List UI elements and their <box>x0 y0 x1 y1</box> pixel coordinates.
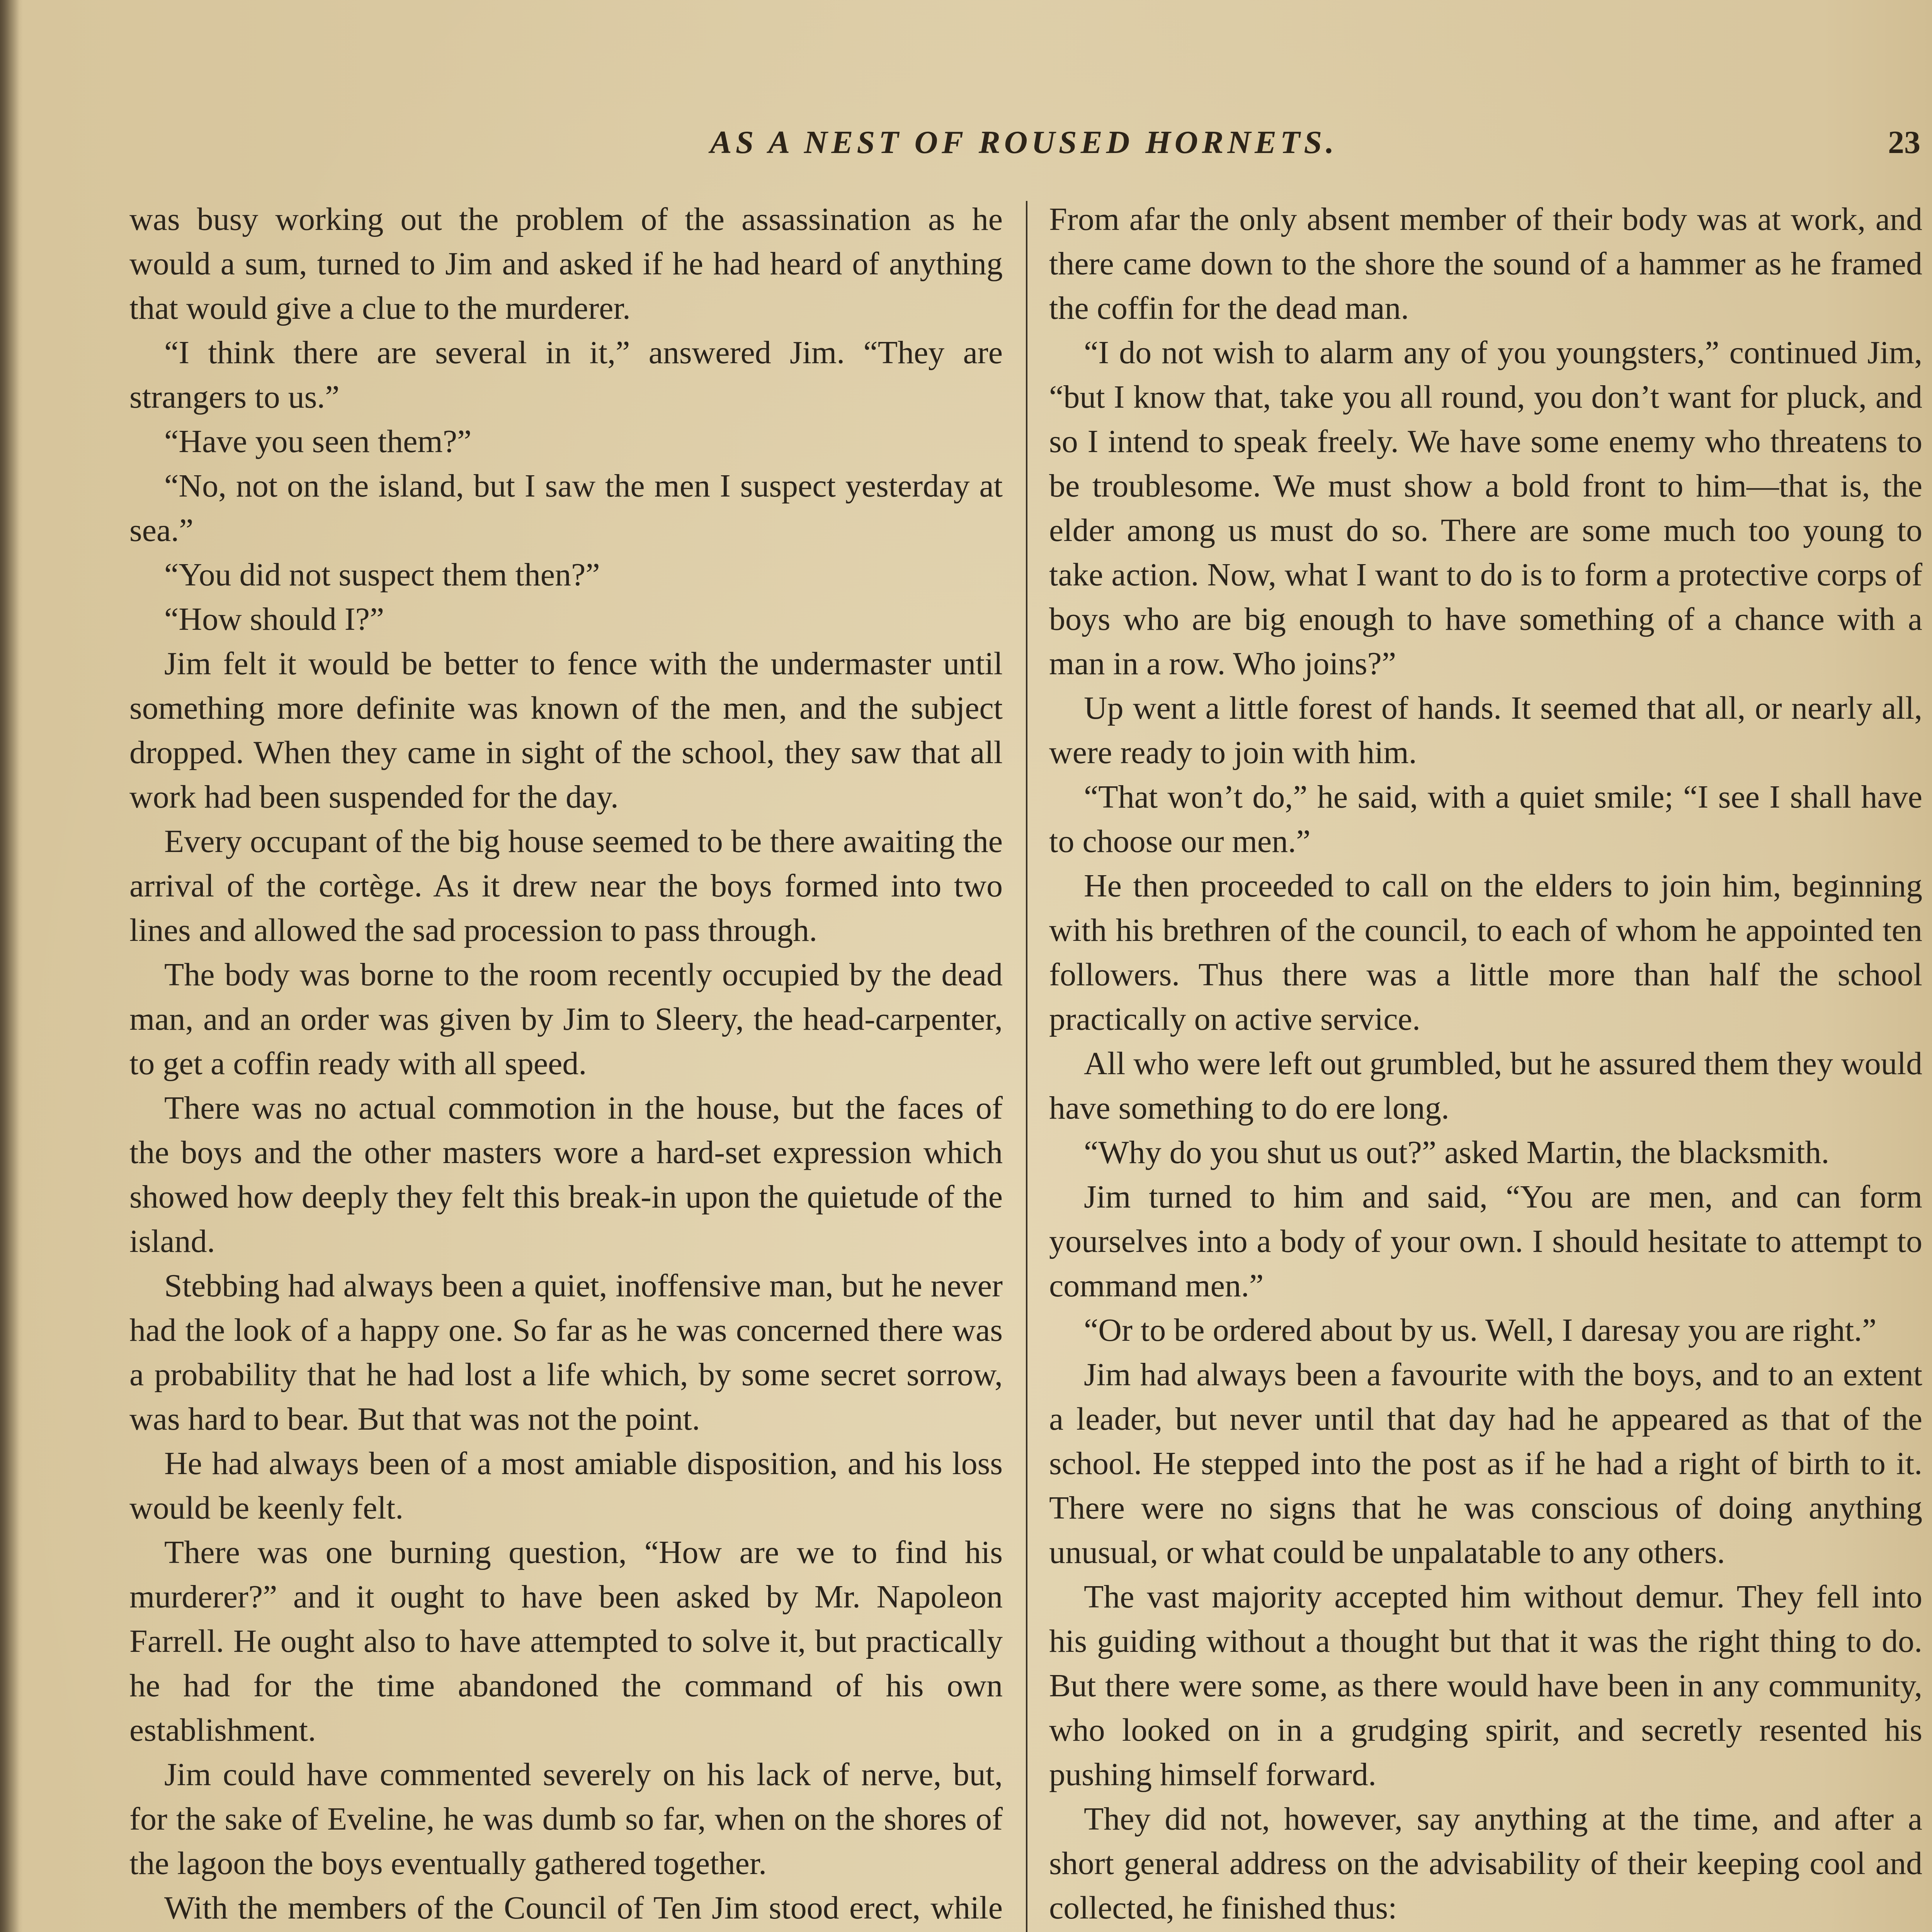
paragraph: Jim had always been a favourite with the boys, and to an extent a leader, but never until that day had he appeared as that of the school. He stepped into the post as if he had a right of birth to it. There were no signs that he was conscious of doing anything unusual, or what could be unpalatable to any others. <box>1049 1357 1922 1570</box>
paragraph: Jim could have commented severely on his lack of nerve, but, for the sake of Eveline, he was dumb so far, when on the shores of the lagoon the boys eventually gathered together. <box>129 1757 1003 1881</box>
page-header <box>128 116 1920 170</box>
paragraph: “I think there are several in it,” answered Jim. “They are strangers to us.” <box>129 335 1003 415</box>
right-column <box>1049 197 1922 1932</box>
paragraph: Up went a little forest of hands. It seemed that all, or nearly all, were ready to join with him. <box>1049 690 1922 770</box>
paragraph: Jim felt it would be better to fence with the undermaster until something more definite was known of the men, and the subject dropped. When they came in sight of the school, they saw that all work had been suspended for the day. <box>129 646 1003 815</box>
paragraph: He had always been of a most amiable disposition, and his loss would be keenly felt. <box>129 1446 1003 1526</box>
paragraph: The vast majority accepted him without demur. They fell into his guiding without a thought but that it was the right thing to do. But there were some, as there would have been in any community, who looked on in a grudging spirit, and secretly resented his pushing himself forward. <box>1049 1579 1922 1793</box>
paragraph: He then proceeded to call on the elders to join him, beginning with his brethren of the council, to each of whom he appointed ten followers. Thus there was a little more than half the school practically on active service. <box>1049 868 1922 1037</box>
paragraph: “Why do you shut us out?” asked Martin, the blacksmith. <box>1084 1134 1830 1170</box>
paragraph: “I do not wish to alarm any of you youngsters,” continued Jim, “but I know that, take you all round, you don’t want for pluck, and so I intend to speak freely. We have some enemy who threatens to be troublesome. We must show a bold front to him—that is, the elder among us must do so. There are some much too young to take action. Now, what I want to do is to form a protective corps of boys who are big enough to have something of a chance with a man in a row. Who joins?” <box>1049 335 1922 682</box>
paragraph: With the members of the Council of Ten Jim stood erect, while <box>164 1890 1003 1926</box>
paragraph: “How should I?” <box>164 601 384 637</box>
spine-shadow <box>0 0 19 1932</box>
paragraph: Jim turned to him and said, “You are men, and can form yourselves into a body of your own. I should hesitate to attempt to command men.” <box>1049 1179 1922 1304</box>
left-column <box>129 197 1003 1932</box>
paragraph: Every occupant of the big house seemed to be there awaiting the arrival of the cortège. As it drew near the boys formed into two lines and allowed the sad procession to pass through. <box>129 823 1003 948</box>
paragraph: All who were left out grumbled, but he assured them they would have something to do ere long. <box>1049 1046 1922 1126</box>
paragraph: “You did not suspect them then?” <box>164 557 600 593</box>
paragraph: Stebbing had always been a quiet, inoffensive man, but he never had the look of a happy one. So far as he was concerned there was a probability that he had lost a life which, by some secret sorrow, was hard to bear. But that was not the point. <box>129 1268 1003 1437</box>
paragraph: “No, not on the island, but I saw the men I suspect yesterday at sea.” <box>129 468 1003 548</box>
paragraph: “Have you seen them?” <box>164 423 472 459</box>
running-title: AS A NEST OF ROUSED HORNETS. <box>710 124 1338 160</box>
page-number: 23 <box>1888 124 1920 160</box>
paragraph: From afar the only absent member of their body was at work, and there came down to the shore the sound of a hammer as he framed the coffin for the dead man. <box>1049 201 1922 326</box>
paragraph: There was one burning question, “How are we to find his murderer?” and it ought to have been asked by Mr. Napoleon Farrell. He ought also to have attempted to solve it, but practically he had for the time abandoned the command of his own establishment. <box>129 1534 1003 1748</box>
paragraph: “That won’t do,” he said, with a quiet smile; “I see I shall have to choose our men.” <box>1049 779 1922 859</box>
paragraph: “Or to be ordered about by us. Well, I daresay you are right.” <box>1084 1312 1877 1348</box>
paragraph: There was no actual commotion in the house, but the faces of the boys and the other masters wore a hard-set expression which showed how deeply they felt this break-in upon the quietude of the island. <box>129 1090 1003 1259</box>
paragraph <box>1049 1930 1922 1932</box>
paragraph: was busy working out the problem of the assassination as he would a sum, turned to Jim and asked if he had heard of anything that would give a clue to the murderer. <box>129 201 1003 326</box>
paragraph: The body was borne to the room recently occupied by the dead man, and an order was given by Jim to Sleery, the head-carpenter, to get a coffin ready with all speed. <box>129 957 1003 1082</box>
column-divider <box>1026 201 1027 1932</box>
paragraph: They did not, however, say anything at the time, and after a short general address on the advisability of their keeping cool and collected, he finished thus: <box>1049 1801 1922 1926</box>
